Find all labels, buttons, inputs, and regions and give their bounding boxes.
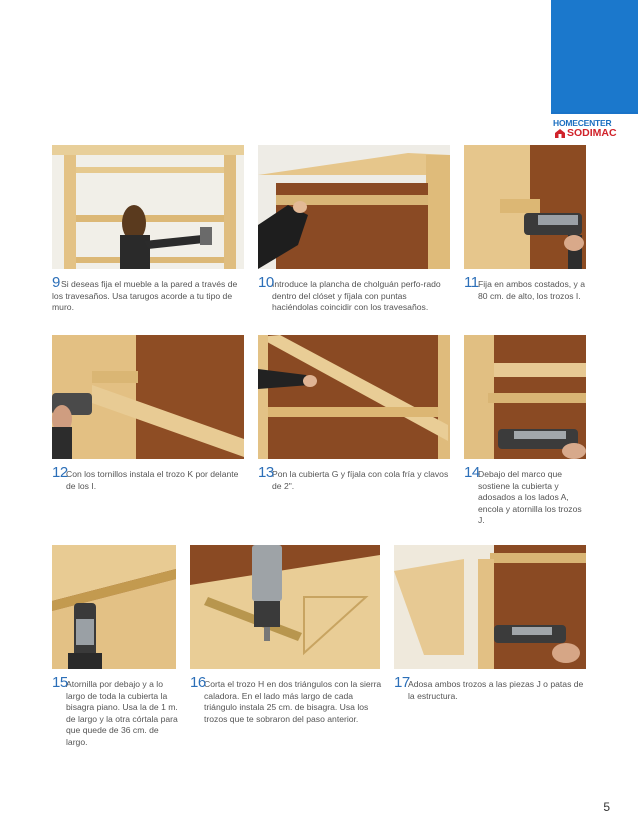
photo-step-14 <box>464 335 586 459</box>
step-text: Debajo del marco que sostiene la cubierta y adosados a los lados A, encola y atornilla los trozos J. <box>478 469 582 526</box>
step-9 <box>52 274 244 314</box>
brand-band <box>551 0 638 112</box>
photo-step-10 <box>258 145 450 269</box>
step-16 <box>190 674 382 725</box>
step-text: Corta el trozo H en dos triángulos con la sierra caladora. En el lado más largo de cada triángulo instala 25 cm. de bisagra. Usa los trozos que te sobraron del paso anterior. <box>204 679 382 724</box>
brand-homecenter: HOMECENTER <box>553 118 612 128</box>
photo-step-12 <box>52 335 244 459</box>
step-number: 15 <box>52 674 68 691</box>
step-number: 13 <box>258 464 274 481</box>
photo-step-13 <box>258 335 450 459</box>
step-number: 12 <box>52 464 68 481</box>
step-number: 11 <box>464 274 479 291</box>
photo-step-16 <box>190 545 380 669</box>
step-text: Pon la cubierta G y fíjala con cola fría y clavos de 2". <box>272 469 449 491</box>
house-icon <box>555 129 565 138</box>
step-15 <box>52 674 178 749</box>
step-13 <box>258 464 450 492</box>
step-text: Atornilla por debajo y a lo largo de toda la cubierta la bisagra piano. Usa la de 1 m. de largo y la otra córtala para que quede de 36 cm. de largo. <box>66 679 178 747</box>
step-12 <box>52 464 244 492</box>
step-17 <box>394 674 586 702</box>
photo-step-17 <box>394 545 586 669</box>
step-14 <box>464 464 590 527</box>
step-text: Adosa ambos trozos a las piezas J o patas de la estructura. <box>408 679 584 701</box>
page-number: 5 <box>603 800 610 814</box>
step-text: Introduce la plancha de cholguán perfo-rado dentro del clóset y fíjala con puntas haciéndolas coincidir con los travesaños. <box>272 279 441 313</box>
step-text: Si deseas fija el mueble a la pared a través de los travesaños. Usa tarugos acorde a tu tipo de muro. <box>52 279 238 313</box>
step-number: 14 <box>464 464 480 481</box>
brand-sodimac <box>555 127 617 139</box>
brand-sodimac-label: SODIMAC <box>567 127 617 139</box>
step-10 <box>258 274 450 314</box>
step-text: Con los tornillos instala el trozo K por delante de los I. <box>66 469 239 491</box>
brand-corner <box>551 0 638 140</box>
step-11 <box>464 274 590 302</box>
step-number: 9 <box>52 274 60 291</box>
step-number: 10 <box>258 274 274 291</box>
photo-step-15 <box>52 545 176 669</box>
photo-step-9 <box>52 145 244 269</box>
step-text: Fija en ambos costados, y a 80 cm. de alto, los trozos I. <box>478 279 585 301</box>
photo-step-11 <box>464 145 586 269</box>
step-number: 17 <box>394 674 410 691</box>
step-number: 16 <box>190 674 206 691</box>
